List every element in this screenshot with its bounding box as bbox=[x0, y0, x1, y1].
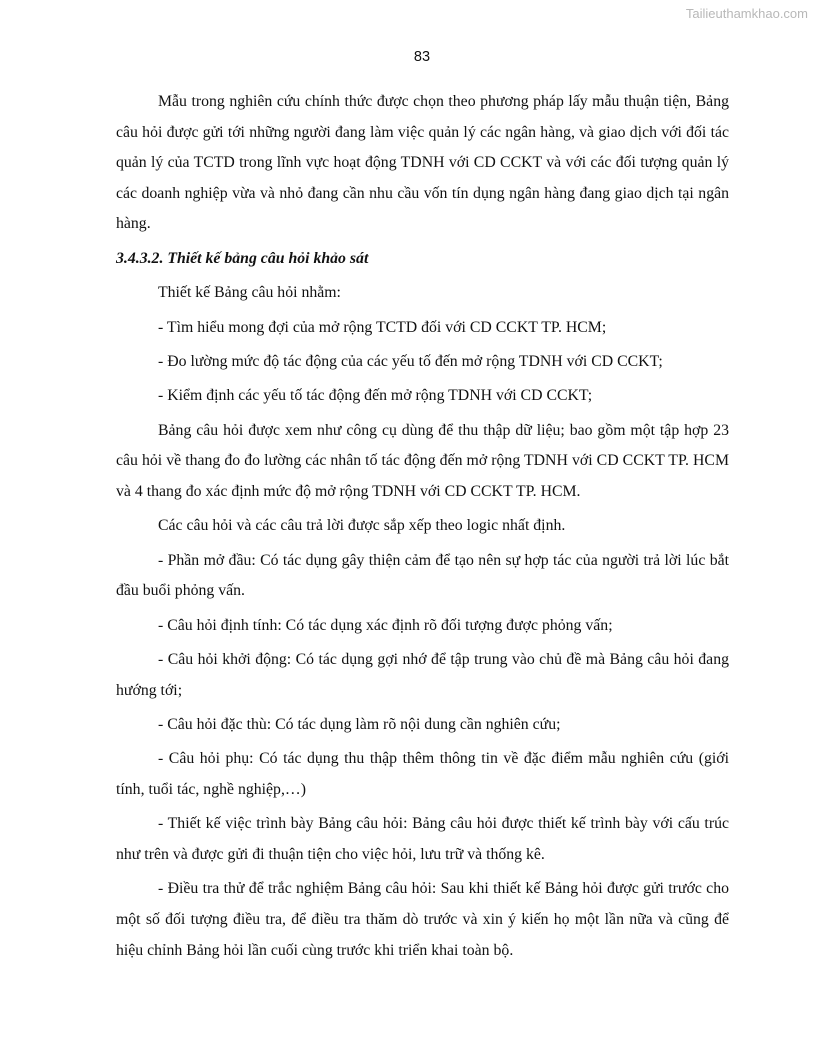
list-item: - Đo lường mức độ tác động của các yếu tố đến mở rộng TDNH với CD CCKT; bbox=[158, 352, 663, 370]
list-item: - Kiểm định các yếu tố tác động đến mở rộng TDNH với CD CCKT; bbox=[158, 387, 593, 405]
section-heading: 3.4.3.2. Thiết kế bảng câu hỏi khảo sát bbox=[116, 249, 369, 267]
list-item: - Câu hỏi định tính: Có tác dụng xác định rõ đối tượng được phỏng vấn; bbox=[158, 616, 613, 634]
list-item: - Thiết kế việc trình bày Bảng câu hỏi: Bảng câu hỏi được thiết kế trình bày với cấu trúc như trên và được gửi đi thuận tiện cho việc hỏi, lưu trữ và thống kê. bbox=[116, 815, 729, 864]
paragraph-design-intro: Thiết kế Bảng câu hỏi nhằm: bbox=[158, 284, 341, 302]
list-item: - Câu hỏi đặc thù: Có tác dụng làm rõ nội dung cần nghiên cứu; bbox=[158, 716, 561, 734]
list-item: - Tìm hiểu mong đợi của mở rộng TCTD đối với CD CCKT TP. HCM; bbox=[158, 318, 607, 336]
list-item: - Câu hỏi phụ: Có tác dụng thu thập thêm thông tin về đặc điểm mẫu nghiên cứu (giới tính, tuổi tác, nghề nghiệp,…) bbox=[116, 750, 729, 799]
page-number: 83 bbox=[413, 49, 431, 65]
paragraph-sample-selection: Mẫu trong nghiên cứu chính thức được chọn theo phương pháp lấy mẫu thuận tiện, Bảng câu hỏi được gửi tới những người đang làm việc quản lý các ngân hàng, và giao dịch với đối tác quản lý của TCTD trong lĩnh vực hoạt động TDNH với CD CCKT và với các đối tượng quản lý các doanh nghiệp vừa và nhỏ đang cần nhu cầu vốn tín dụng ngân hàng đang giao dịch tại ngân hàng. bbox=[116, 93, 729, 233]
paragraph-logic: Các câu hỏi và các câu trả lời được sắp xếp theo logic nhất định. bbox=[158, 517, 566, 535]
list-item: - Điều tra thử để trắc nghiệm Bảng câu hỏi: Sau khi thiết kế Bảng hỏi được gửi trước cho một số đối tượng điều tra, để điều tra thăm dò trước và xin ý kiến họ một lần nữa và cũng để hiệu chỉnh Bảng hỏi lần cuối cùng trước khi triển khai toàn bộ. bbox=[116, 880, 729, 959]
document-body bbox=[116, 87, 729, 970]
list-item: - Phần mở đầu: Có tác dụng gây thiện cảm để tạo nên sự hợp tác của người trả lời lúc bắt đầu buổi phỏng vấn. bbox=[116, 551, 729, 600]
paragraph-questionnaire-description: Bảng câu hỏi được xem như công cụ dùng để thu thập dữ liệu; bao gồm một tập hợp 23 câu hỏi về thang đo đo lường các nhân tố tác động đến mở rộng TDNH với CD CCKT TP. HCM và 4 thang đo xác định mức độ mở rộng TDNH với CD CCKT TP. HCM. bbox=[116, 421, 729, 500]
list-item: - Câu hỏi khởi động: Có tác dụng gợi nhớ để tập trung vào chủ đề mà Bảng câu hỏi đang hướng tới; bbox=[116, 651, 729, 699]
watermark: Tailieuthamkhao.com bbox=[685, 6, 808, 21]
